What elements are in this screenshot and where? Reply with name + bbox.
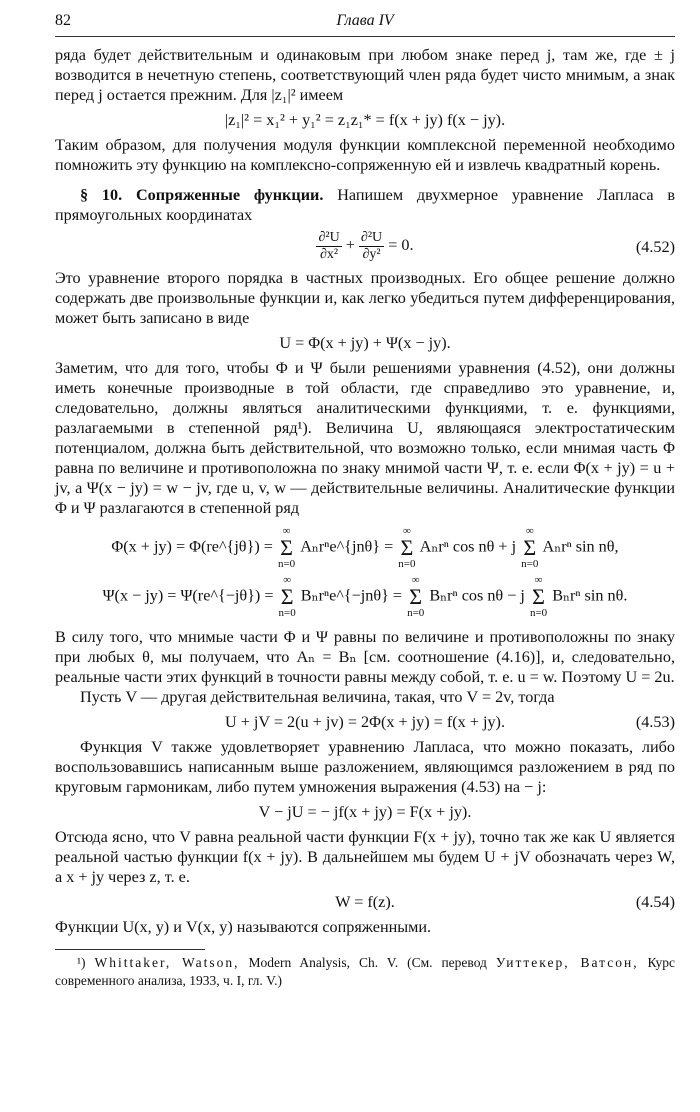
running-header xyxy=(55,10,675,37)
section-paragraph xyxy=(55,185,675,225)
equation-number: (4.54) xyxy=(635,893,675,911)
paragraph-8: Отсюда ясно, что V равна реальной части функции F(x + jy), точно так же как U является реальной частью функции f(x + jy). В дальнейшем мы будем U + jV обозначать через W, а x + jy через z, т. е. xyxy=(55,828,675,886)
formula-general-solution: U = Φ(x + jy) + Ψ(x − jy). xyxy=(279,334,451,352)
equation-4-52: $\frac{\text{∂²U}}{\text{∂x²}}$ + $\frac{\text{∂²U}}{\text{∂y²}}$ = 0. (4.52) xyxy=(318,230,675,262)
paragraph-2: Таким образом, для получения модуля функции комплексной переменной необходимо помножить эту функцию на комплексно-сопряженную ей и извлечь квадратный корень. xyxy=(55,136,675,174)
paragraph-6: Пусть V — другая действительная величина, такая, что V = 2v, тогда xyxy=(80,688,555,706)
paragraph-7: Функция V также удовлетворяет уравнению Лапласа, что можно показать, либо воспользовавшись написанным выше разложением, являющимся разложением в ряд по круговым гармоникам, либо путем умножения выражения (4.53) на − j: xyxy=(55,738,675,796)
series-phi: Φ(x + jy) = Φ(re^{jθ}) = ∞ Σ n=0 Aₙrⁿe^{jnθ} = ∞ Σ n=0 Aₙrⁿ cos nθ + j ∞ Σ n=0 Aₙrⁿ sin nθ, xyxy=(111,525,619,570)
footnote-divider xyxy=(55,949,205,950)
paragraph-3: Это уравнение второго порядка в частных производных. Его общее решение должно содержать две произвольные функции и, как легко убедиться путем дифференцирования, может быть записано в виде xyxy=(55,269,675,327)
series-psi: Ψ(x − jy) = Ψ(re^{−jθ}) = ∞ Σ n=0 Bₙrⁿe^{−jnθ} = ∞ Σ n=0 Bₙrⁿ cos nθ − j ∞ Σ n=0 Bₙrⁿ sin nθ. xyxy=(102,574,628,619)
equation-number: (4.53) xyxy=(635,713,675,731)
page xyxy=(55,10,675,990)
equation-4-53: U + jV = 2(u + jv) = 2Φ(x + jy) = f(x + jy). (4.53) xyxy=(224,713,675,731)
fraction-d2u-dy2: $\frac{\text{∂²U}}{\text{∂y²}}$ xyxy=(360,230,383,262)
page-number: 82 xyxy=(55,12,71,29)
chapter-title: Глава IV xyxy=(336,12,394,29)
equation-4-54: W = f(z). (4.54) xyxy=(335,893,675,911)
sum-sign: ∞ Σ n=0 xyxy=(407,574,425,619)
footnote-authors-ru: Уиттекер, Ватсон, xyxy=(495,955,639,970)
footnote: ¹) Whittaker, Watson, Modern Analysis, Ch. V. (См. перевод Уиттекер, Ватсон, Курс современного анализа, 1933, ч. I, гл. V.) xyxy=(55,955,676,988)
sum-sign: ∞ Σ n=0 xyxy=(529,574,548,619)
paragraph-4: Заметим, что для того, чтобы Φ и Ψ были решениями уравнения (4.52), они должны иметь конечные производные в той области, где справедливо это уравнение, и, следовательно, должны являться аналитическими функциями, т. е. функциями, разлагаемыми в степенной ряд¹). Величина U, являющаяся электростатическим потенциалом, должна быть действительной, что возможно только, если мнимая часть Φ равна по величине и противоположна по знаку мнимой части Ψ, т. е. если Φ(x + jy) = u + jv, а Ψ(x − jy) = w − jv, где u, v, w — действительные величины. Аналитические функции Φ и Ψ разлагаются в степенной ряд xyxy=(55,359,675,517)
fraction-d2u-dx2: $\frac{\text{∂²U}}{\text{∂x²}}$ xyxy=(318,230,340,262)
sum-sign: ∞ Σ n=0 xyxy=(521,525,539,570)
paragraph-9: Функции U(x, y) и V(x, y) называются сопряженными. xyxy=(55,918,432,936)
paragraph-1: ряда будет действительным и одинаковым при любом знаке перед j, там же, где ± j возводится в нечетную степень, соответствующий член ряда будет чисто мнимым, а знак перед j остается прежним. Для |z₁|² имеем xyxy=(55,46,675,104)
footnote-authors: Whittaker, Watson, xyxy=(94,955,240,970)
formula-v-minus-ju: V − jU = − jf(x + jy) = F(x + jy). xyxy=(258,803,472,821)
section-intro: Напишем двухмерное уравнение Лапласа в прямоугольных координатах xyxy=(55,186,675,224)
sum-sign: ∞ Σ n=0 xyxy=(398,525,416,570)
sum-sign: ∞ Σ n=0 xyxy=(278,574,296,619)
sum-sign: ∞ Σ n=0 xyxy=(277,525,296,570)
equation-number: (4.52) xyxy=(635,237,675,256)
section-title: § 10. Сопряженные функции. xyxy=(80,186,324,204)
paragraph-5: В силу того, что мнимые части Φ и Ψ равны по величине и противоположны по знаку при любых θ, мы получаем, что Aₙ = Bₙ [см. соотношение (4.16)], и, следовательно, реальные части этих функций в точности равны между собой, т. е. u = w. Поэтому U = 2u. xyxy=(55,628,675,686)
formula-modulus: |z₁|² = x₁² + y₁² = z₁z₁* = f(x + jy) f(x − jy). xyxy=(224,111,506,129)
